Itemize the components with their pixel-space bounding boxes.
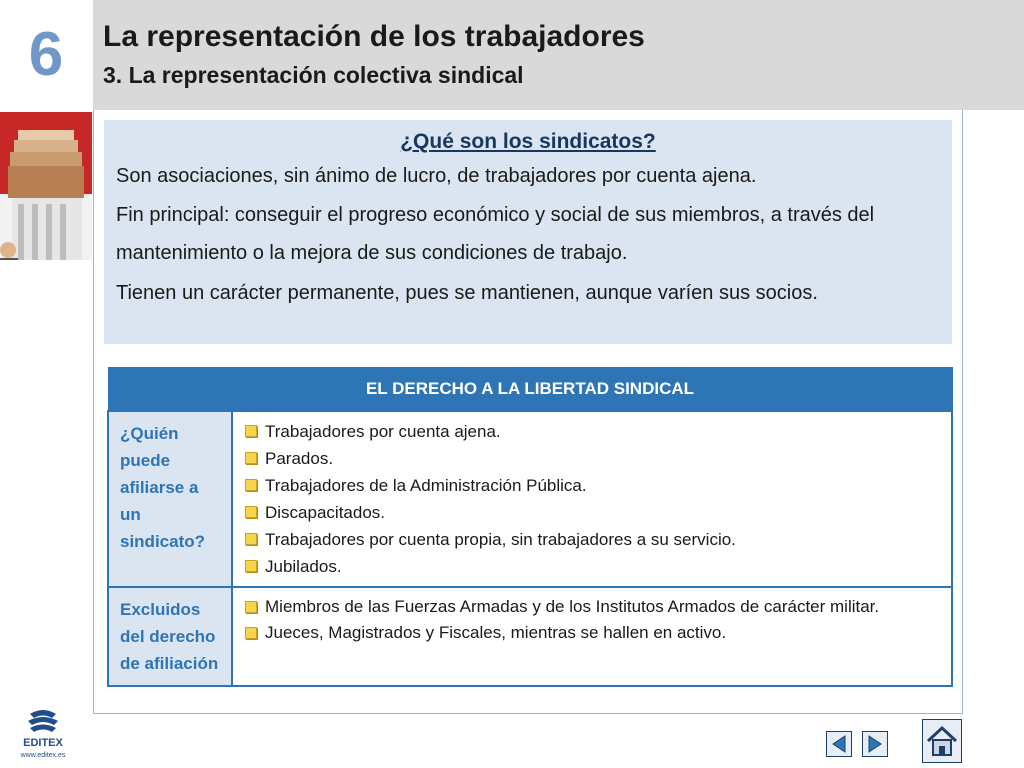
- page-subtitle: 3. La representación colectiva sindical: [103, 62, 524, 88]
- next-slide-button[interactable]: [862, 731, 888, 757]
- checkbox-bullet-icon: [245, 533, 257, 545]
- checkbox-bullet-icon: [245, 627, 257, 639]
- list-item-text: Trabajadores por cuenta propia, sin trabajadores a su servicio.: [265, 530, 736, 549]
- list-item: [243, 418, 939, 445]
- logo-name: EDITEX: [23, 737, 63, 749]
- logo-url: www.editex.es: [20, 752, 66, 759]
- list-item-text: Trabajadores de la Administración Pública.: [265, 476, 587, 495]
- list-item: [243, 526, 939, 553]
- list-item-text: Miembros de las Fuerzas Armadas y de los Institutos Armados de carácter militar.: [265, 597, 880, 616]
- bullet-list: [243, 418, 939, 580]
- list-item: [243, 445, 939, 472]
- chapter-badge: [0, 0, 92, 110]
- chapter-number: 6: [28, 20, 64, 89]
- previous-slide-button[interactable]: [826, 731, 852, 757]
- checkbox-bullet-icon: [245, 560, 257, 572]
- table-row: [108, 411, 952, 587]
- list-item: [243, 594, 939, 620]
- checkbox-bullet-icon: [245, 506, 257, 518]
- libertad-sindical-table: [107, 367, 953, 687]
- decorative-building-illustration: [0, 112, 92, 260]
- list-item: [243, 553, 939, 580]
- slide-header: [93, 0, 1024, 110]
- table-title: EL DERECHO A LA LIBERTAD SINDICAL: [108, 368, 952, 412]
- list-item: [243, 499, 939, 526]
- row-items: [232, 587, 952, 686]
- definition-paragraph: Tienen un carácter permanente, pues se mantienen, aunque varíen sus socios.: [116, 282, 818, 304]
- row-label: ¿Quién puede afiliarse a un sindicato?: [108, 411, 232, 587]
- table-header-row: [108, 368, 952, 412]
- page-title: La representación de los trabajadores: [103, 20, 645, 53]
- list-item-text: Jueces, Magistrados y Fiscales, mientras se hallen en activo.: [265, 623, 727, 642]
- editex-logo: [8, 708, 78, 764]
- definition-panel: [104, 120, 952, 344]
- row-items: [232, 411, 952, 587]
- list-item-text: Discapacitados.: [265, 503, 386, 522]
- list-item-text: Parados.: [265, 449, 334, 468]
- definition-paragraph: Son asociaciones, sin ánimo de lucro, de trabajadores por cuenta ajena.: [116, 165, 757, 187]
- list-item: [243, 620, 939, 646]
- definition-paragraph: Fin principal: conseguir el progreso económico y social de sus miembros, a través del mantenimiento o la mejora de sus condiciones de trabajo.: [116, 204, 875, 264]
- checkbox-bullet-icon: [245, 601, 257, 613]
- row-label: Excluidos del derecho de afiliación: [108, 587, 232, 686]
- list-item-text: Jubilados.: [265, 557, 342, 576]
- bullet-list: [243, 594, 939, 646]
- editex-logo-icon: [8, 708, 78, 738]
- list-item-text: Trabajadores por cuenta ajena.: [265, 422, 501, 441]
- list-item: [243, 472, 939, 499]
- checkbox-bullet-icon: [245, 479, 257, 491]
- checkbox-bullet-icon: [245, 452, 257, 464]
- home-button[interactable]: [922, 719, 962, 763]
- checkbox-bullet-icon: [245, 425, 257, 437]
- table-row: [108, 587, 952, 686]
- definition-heading: ¿Qué son los sindicatos?: [400, 130, 656, 153]
